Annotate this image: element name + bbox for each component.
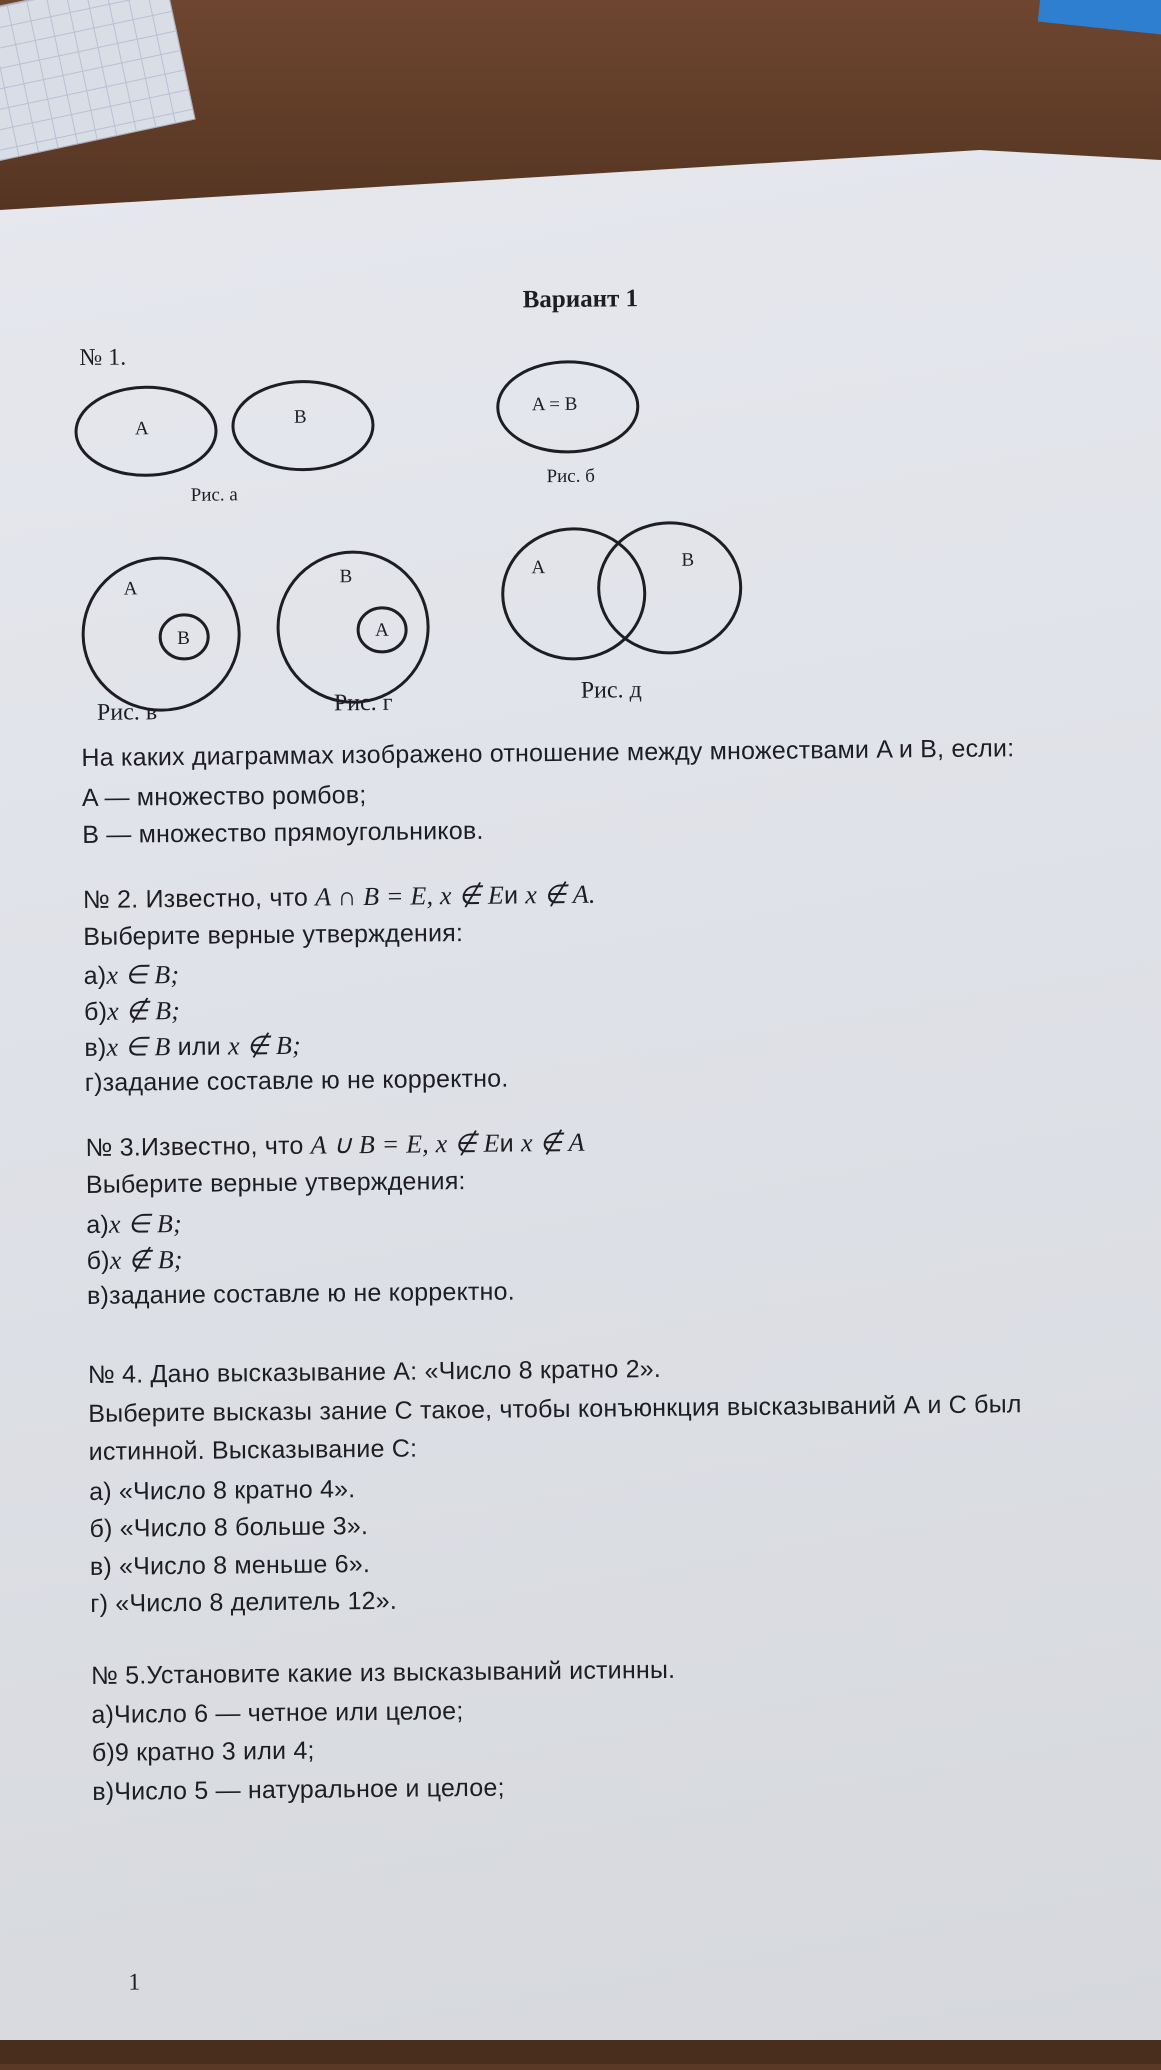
task-2-option-g: г)задание составле ю не корректно. bbox=[84, 1064, 509, 1097]
task-5-option-b: б)9 кратно 3 или 4; bbox=[91, 1736, 315, 1767]
task-2-condition-2: x ∉ A. bbox=[525, 879, 596, 910]
task-3-option-a-label: а) bbox=[86, 1210, 110, 1239]
task-5-option-v: в)Число 5 — натуральное и целое; bbox=[92, 1773, 505, 1806]
fig-a-caption: Рис. а bbox=[190, 484, 238, 506]
task-4-option-b: б) «Число 8 больше 3». bbox=[89, 1512, 369, 1543]
task-3-prompt: Выберите верные утверждения: bbox=[85, 1166, 466, 1199]
venn-diagrams bbox=[0, 0, 1158, 766]
task-2-option-b-label: б) bbox=[83, 997, 108, 1026]
task-2-and: и bbox=[503, 881, 526, 910]
task-2-option-v-math-2: x ∉ B; bbox=[227, 1030, 302, 1061]
task-2-option-v-or: или bbox=[170, 1032, 229, 1062]
task-4-option-a: а) «Число 8 кратно 4». bbox=[88, 1475, 356, 1506]
task-1-set-b-definition: B — множество прямоугольников. bbox=[82, 816, 484, 849]
task-4-option-g: г) «Число 8 делитель 12». bbox=[90, 1586, 398, 1618]
task-3-option-a bbox=[86, 1209, 182, 1240]
fig-a-label-a: A bbox=[134, 418, 149, 440]
task-3-option-b-math: x ∉ B; bbox=[109, 1244, 183, 1275]
task-2-option-b bbox=[84, 996, 180, 1027]
task-2-prefix: № 2. Известно, что bbox=[82, 883, 316, 914]
fig-b-label: A = B bbox=[531, 393, 578, 416]
page-number: 1 bbox=[128, 1969, 141, 1996]
task-3-option-v: в)задание составле ю не корректно. bbox=[86, 1277, 515, 1310]
task-2-condition: A ∩ B = E, x ∉ E bbox=[315, 880, 505, 912]
task-2-option-a bbox=[84, 960, 180, 991]
task-2-option-a-math: x ∈ B; bbox=[106, 959, 180, 990]
task-2-statement bbox=[83, 880, 596, 915]
fig-a-label-b: B bbox=[293, 406, 307, 428]
task-3-condition: A ∪ B = E, x ∉ E bbox=[310, 1128, 500, 1160]
task-4-statement: № 4. Дано высказывание А: «Число 8 кратно 2». bbox=[87, 1354, 662, 1389]
fig-d-label-a: A bbox=[531, 557, 546, 579]
fig-v-label-inner: B bbox=[177, 627, 190, 649]
task-5-statement: № 5.Установите какие из высказываний истинны. bbox=[90, 1655, 676, 1690]
task-4-prompt-line-2: истинной. Высказывание С: bbox=[88, 1434, 418, 1466]
fig-d-caption: Рис. д bbox=[580, 677, 642, 704]
fig-g-caption: Рис. г bbox=[333, 689, 393, 717]
task-2-option-b-math: x ∉ B; bbox=[106, 995, 181, 1026]
task-3-and: и bbox=[499, 1129, 522, 1158]
task-2-option-v-math-1: x ∈ B bbox=[106, 1032, 171, 1062]
task-1-set-a-definition: A — множество ромбов; bbox=[81, 781, 367, 812]
fig-v-caption: Рис. в bbox=[96, 699, 158, 726]
fig-d-set-b-circle bbox=[598, 522, 741, 653]
variant-title: Вариант 1 bbox=[522, 285, 639, 314]
task-3-option-b-label: б) bbox=[86, 1246, 110, 1275]
task-3-condition-2: x ∉ A bbox=[520, 1127, 585, 1158]
task-1-question: На каких диаграммах изображено отношение между множествами A и B, если: bbox=[81, 734, 1015, 772]
task-2-option-v bbox=[84, 1031, 301, 1063]
task-3-option-a-math: x ∈ B; bbox=[108, 1208, 183, 1239]
task-4-option-v: в) «Число 8 меньше 6». bbox=[89, 1550, 371, 1581]
fig-v-label-outer: A bbox=[123, 578, 138, 600]
task-3-option-b bbox=[87, 1245, 183, 1276]
task-1-number: № 1. bbox=[79, 344, 127, 371]
task-4-prompt-line-1: Выберите высказы зание С такое, чтобы конъюнкция высказываний А и С был bbox=[88, 1390, 1022, 1428]
fig-d-set-a-circle bbox=[502, 528, 645, 659]
task-2-option-v-label: в) bbox=[84, 1033, 107, 1062]
fig-d-label-b: B bbox=[681, 549, 695, 571]
task-3-statement bbox=[85, 1128, 584, 1163]
fig-g-label-outer: B bbox=[339, 566, 353, 588]
fig-g-label-inner: A bbox=[375, 619, 389, 641]
task-2-prompt: Выберите верные утверждения: bbox=[83, 919, 464, 951]
fig-b-caption: Рис. б bbox=[546, 465, 595, 488]
task-3-prefix: № 3.Известно, что bbox=[85, 1131, 311, 1162]
task-5-option-a: а)Число 6 — четное или целое; bbox=[91, 1697, 464, 1729]
task-2-option-a-label: а) bbox=[83, 961, 107, 990]
